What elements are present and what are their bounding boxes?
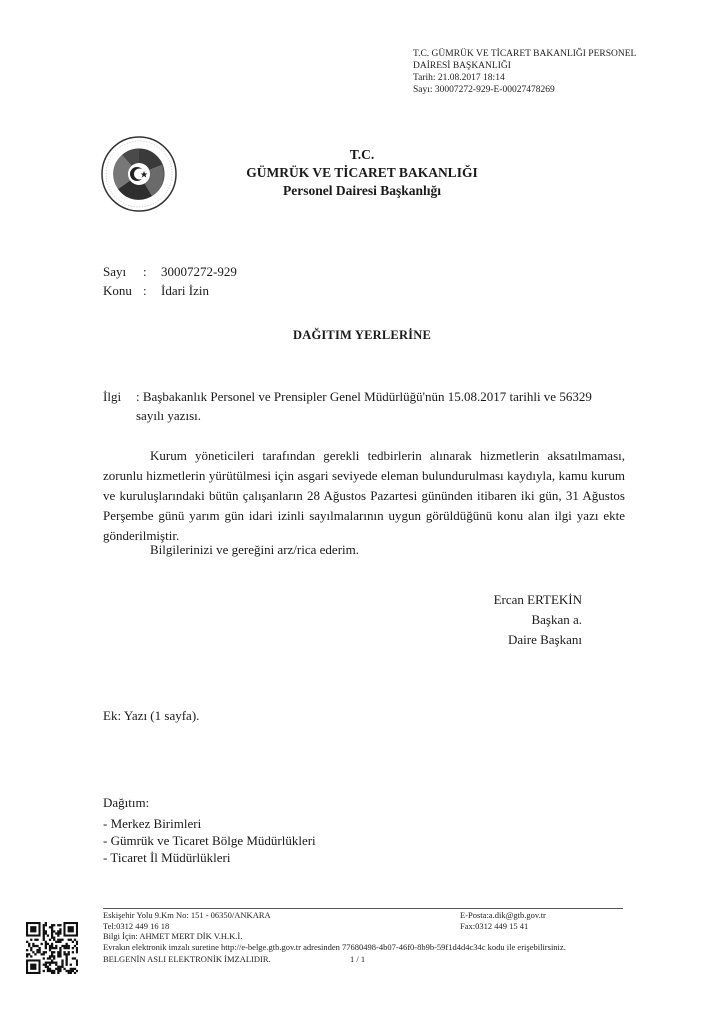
e-signature-stamp bbox=[413, 48, 636, 96]
footer-address: Eskişehir Yolu 9.Km No: 151 - 06350/ANKARA bbox=[103, 910, 271, 920]
page-number: 1 / 1 bbox=[350, 954, 366, 964]
distribution-label: Dağıtım: bbox=[103, 795, 150, 810]
footer-tel: Tel:0312 449 16 18 bbox=[103, 920, 170, 931]
konu-label: Konu bbox=[103, 283, 132, 298]
footer-verify: Evrakın elektronik imzalı suretine http://e-belge.gtb.gov.tr adresinden 77680498-4b07-46f0-8b9b-59f1d4d4c34c kodu ile erişebilirsiniz. bbox=[103, 941, 566, 952]
letterhead-ministry: GÜMRÜK VE TİCARET BAKANLIĞI bbox=[246, 165, 478, 180]
signer-title2: Daire Başkanı bbox=[507, 632, 582, 647]
konu-colon: : bbox=[143, 283, 147, 298]
body-paragraph: Kurum yöneticileri tarafından gerekli tedbirlerin alınarak hizmetlerin aksatılmaması, zorunlu hizmetlerin yürütülmesi için asgari seviyede eleman bulundurulması kaydıyla, kamu kurum ve kuruluşlarındaki bütün çalışanların 28 Ağustos Pazartesi gününden itibaren iki gün, 31 Ağustos Perşembe günü yarım gün idari izinli sayılmalarının uygun görüldüğünü konu alan ilgi yazı ekte gönderilmiştir. bbox=[103, 448, 625, 543]
ilgi-text: : Başbakanlık Personel ve Prensipler Genel Müdürlüğü'nün 15.08.2017 tarihli ve 56329 sayılı yazısı. bbox=[136, 389, 592, 423]
footer-fax: Fax:0312 449 15 41 bbox=[460, 920, 529, 931]
distribution-list bbox=[103, 794, 316, 866]
letterhead-department: Personel Dairesi Başkanlığı bbox=[282, 183, 441, 198]
signature-block bbox=[470, 590, 582, 650]
footer bbox=[103, 908, 623, 965]
sayi-colon: : bbox=[143, 264, 147, 279]
document-meta bbox=[103, 262, 237, 300]
distribution-item: - Ticaret İl Müdürlükleri bbox=[103, 850, 231, 865]
distribution-item: - Gümrük ve Ticaret Bölge Müdürlükleri bbox=[103, 833, 316, 848]
footer-email: E-Posta:a.dik@gtb.gov.tr bbox=[460, 910, 546, 920]
footer-info: Bilgi İçin: AHMET MERT DİK V.H.K.İ. bbox=[103, 931, 243, 941]
footer-divider bbox=[103, 908, 623, 909]
signer-name: Ercan ERTEKİN bbox=[493, 592, 582, 607]
stamp-number: Sayı: 30007272-929-E-00027478269 bbox=[413, 85, 555, 95]
sayi-label: Sayı bbox=[103, 264, 127, 279]
meta-sayi-row bbox=[103, 262, 237, 281]
closing-sentence: Bilgilerinizi ve gereğini arz/rica ederim. bbox=[150, 542, 359, 557]
letterhead-tc: T.C. bbox=[349, 147, 375, 162]
ilgi-label: İlgi bbox=[103, 389, 122, 404]
stamp-org-line1: T.C. GÜMRÜK VE TİCARET BAKANLIĞI PERSONEL bbox=[413, 49, 637, 59]
attachment-note: Ek: Yazı (1 sayfa). bbox=[103, 708, 200, 723]
stamp-date: Tarih: 21.08.2017 18:14 bbox=[413, 73, 505, 83]
distribution-item: - Merkez Birimleri bbox=[103, 816, 202, 831]
footer-note: BELGENİN ASLI ELEKTRONİK İMZALIDIR. bbox=[103, 954, 271, 964]
signer-title1: Başkan a. bbox=[531, 612, 582, 627]
sayi-value: 30007272-929 bbox=[161, 264, 237, 279]
qr-code bbox=[26, 922, 78, 974]
konu-value: İdari İzin bbox=[161, 283, 210, 298]
letterhead bbox=[0, 146, 724, 200]
meta-konu-row bbox=[103, 281, 237, 300]
recipient-title: DAĞITIM YERLERİNE bbox=[292, 328, 432, 342]
stamp-org-line2: DAİRESİ BAŞKANLIĞI bbox=[413, 61, 511, 71]
